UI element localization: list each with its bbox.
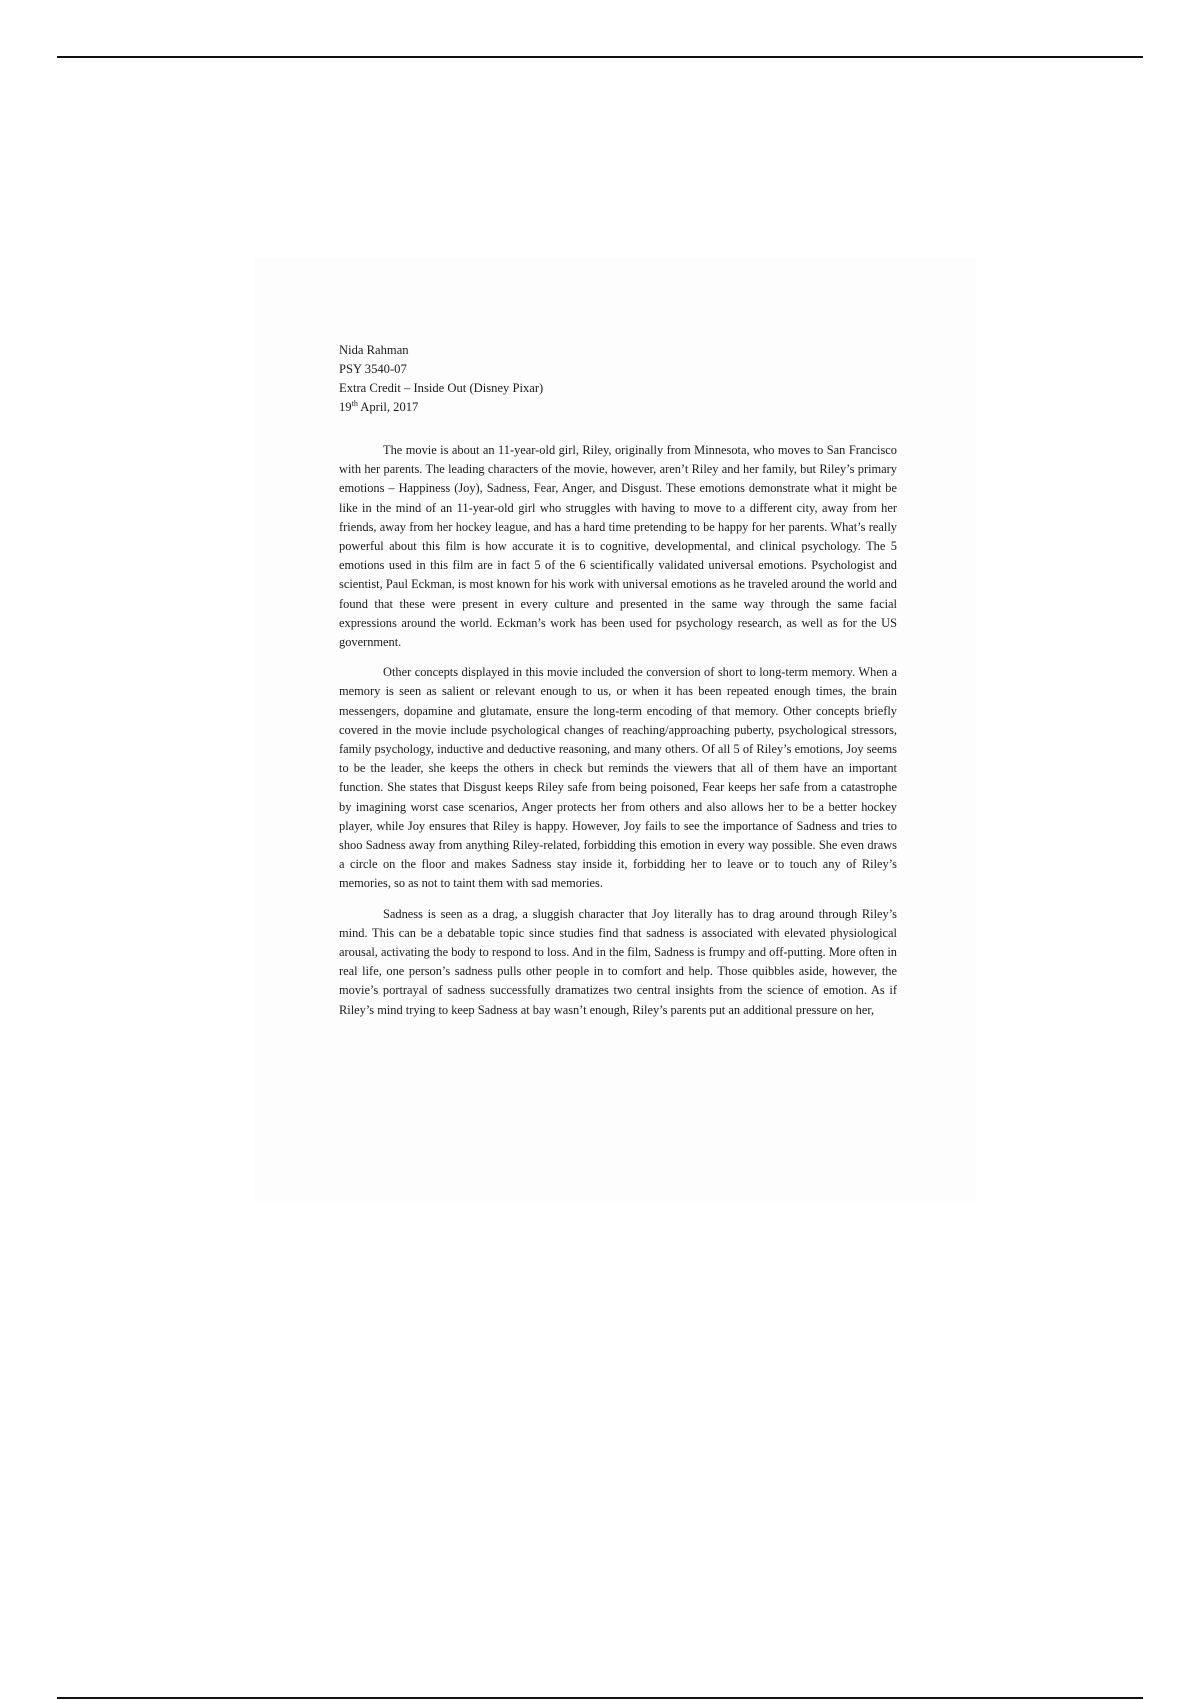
date-day: 19	[339, 400, 352, 414]
course-code: PSY 3540-07	[339, 362, 407, 376]
date-rest: April, 2017	[357, 400, 419, 414]
author-name: Nida Rahman	[339, 343, 409, 357]
body-paragraph-1: The movie is about an 11-year-old girl, Riley, originally from Minnesota, who moves to San Francisco with her parents. The leading characters of the movie, however, aren’t Riley and her family, but Riley’s primary emotions – Happiness (Joy), Sadness, Fear, Anger, and Disgust. These emotions demonstrate what it might be like in the mind of an 11-year-old girl who struggles with having to move to a different city, away from her friends, away from her hockey league, and has a hard time pretending to be happy for her parents. What’s really powerful about this film is how accurate it is to cognitive, developmental, and clinical psychology. The 5 emotions used in this film are in fact 5 of the 6 scientifically validated universal emotions. Psychologist and scientist, Paul Eckman, is most known for his work with universal emotions as he traveled around the world and found that these were present in every culture and presented in the same way through the same facial expressions around the world. Eckman’s work has been used for psychology research, as well as for the US government.	[339, 443, 897, 650]
assignment-title: Extra Credit – Inside Out (Disney Pixar)	[339, 381, 544, 395]
body-paragraph-2: Other concepts displayed in this movie included the conversion of short to long-term memory. When a memory is seen as salient or relevant enough to us, or when it has been repeated enough times, the brain messengers, dopamine and glutamate, ensure the long-term encoding of that memory. Other concepts briefly covered in the movie include psychological changes of reaching/approaching puberty, psychological stressors, family psychology, inductive and deductive reasoning, and many others. Of all 5 of Riley’s emotions, Joy seems to be the leader, she keeps the others in check but reminds the viewers that all of them have an important function. She states that Disgust keeps Riley safe from being poisoned, Fear keeps her safe from a catastrophe by imagining worst case scenarios, Anger protects her from others and also allows her to be a better hockey player, while Joy ensures that Riley is happy. However, Joy fails to see the importance of Sadness and tries to shoo Sadness away from anything Riley-related, forbidding this emotion in every way possible. She even draws a circle on the floor and makes Sadness stay inside it, forbidding her to leave or to touch any of Riley’s memories, so as not to taint them with sad memories.	[339, 665, 897, 891]
document-header	[339, 341, 897, 417]
date-suffix: th	[351, 398, 358, 408]
top-rule	[57, 56, 1143, 58]
body-paragraph-3: Sadness is seen as a drag, a sluggish character that Joy literally has to drag around through Riley’s mind. This can be a debatable topic since studies find that sadness is associated with elevated physiological arousal, activating the body to respond to loss. And in the film, Sadness is frumpy and off-putting. More often in real life, one person’s sadness pulls other people in to comfort and help. Those quibbles aside, however, the movie’s portrayal of sadness successfully dramatizes two central insights from the science of emotion. As if Riley’s mind trying to keep Sadness at bay wasn’t enough, Riley’s parents put an additional pressure on her,	[339, 906, 897, 1017]
document-page-image	[254, 258, 976, 1202]
document-date	[339, 398, 897, 417]
bottom-rule	[57, 1697, 1143, 1699]
document-content	[339, 341, 897, 1031]
